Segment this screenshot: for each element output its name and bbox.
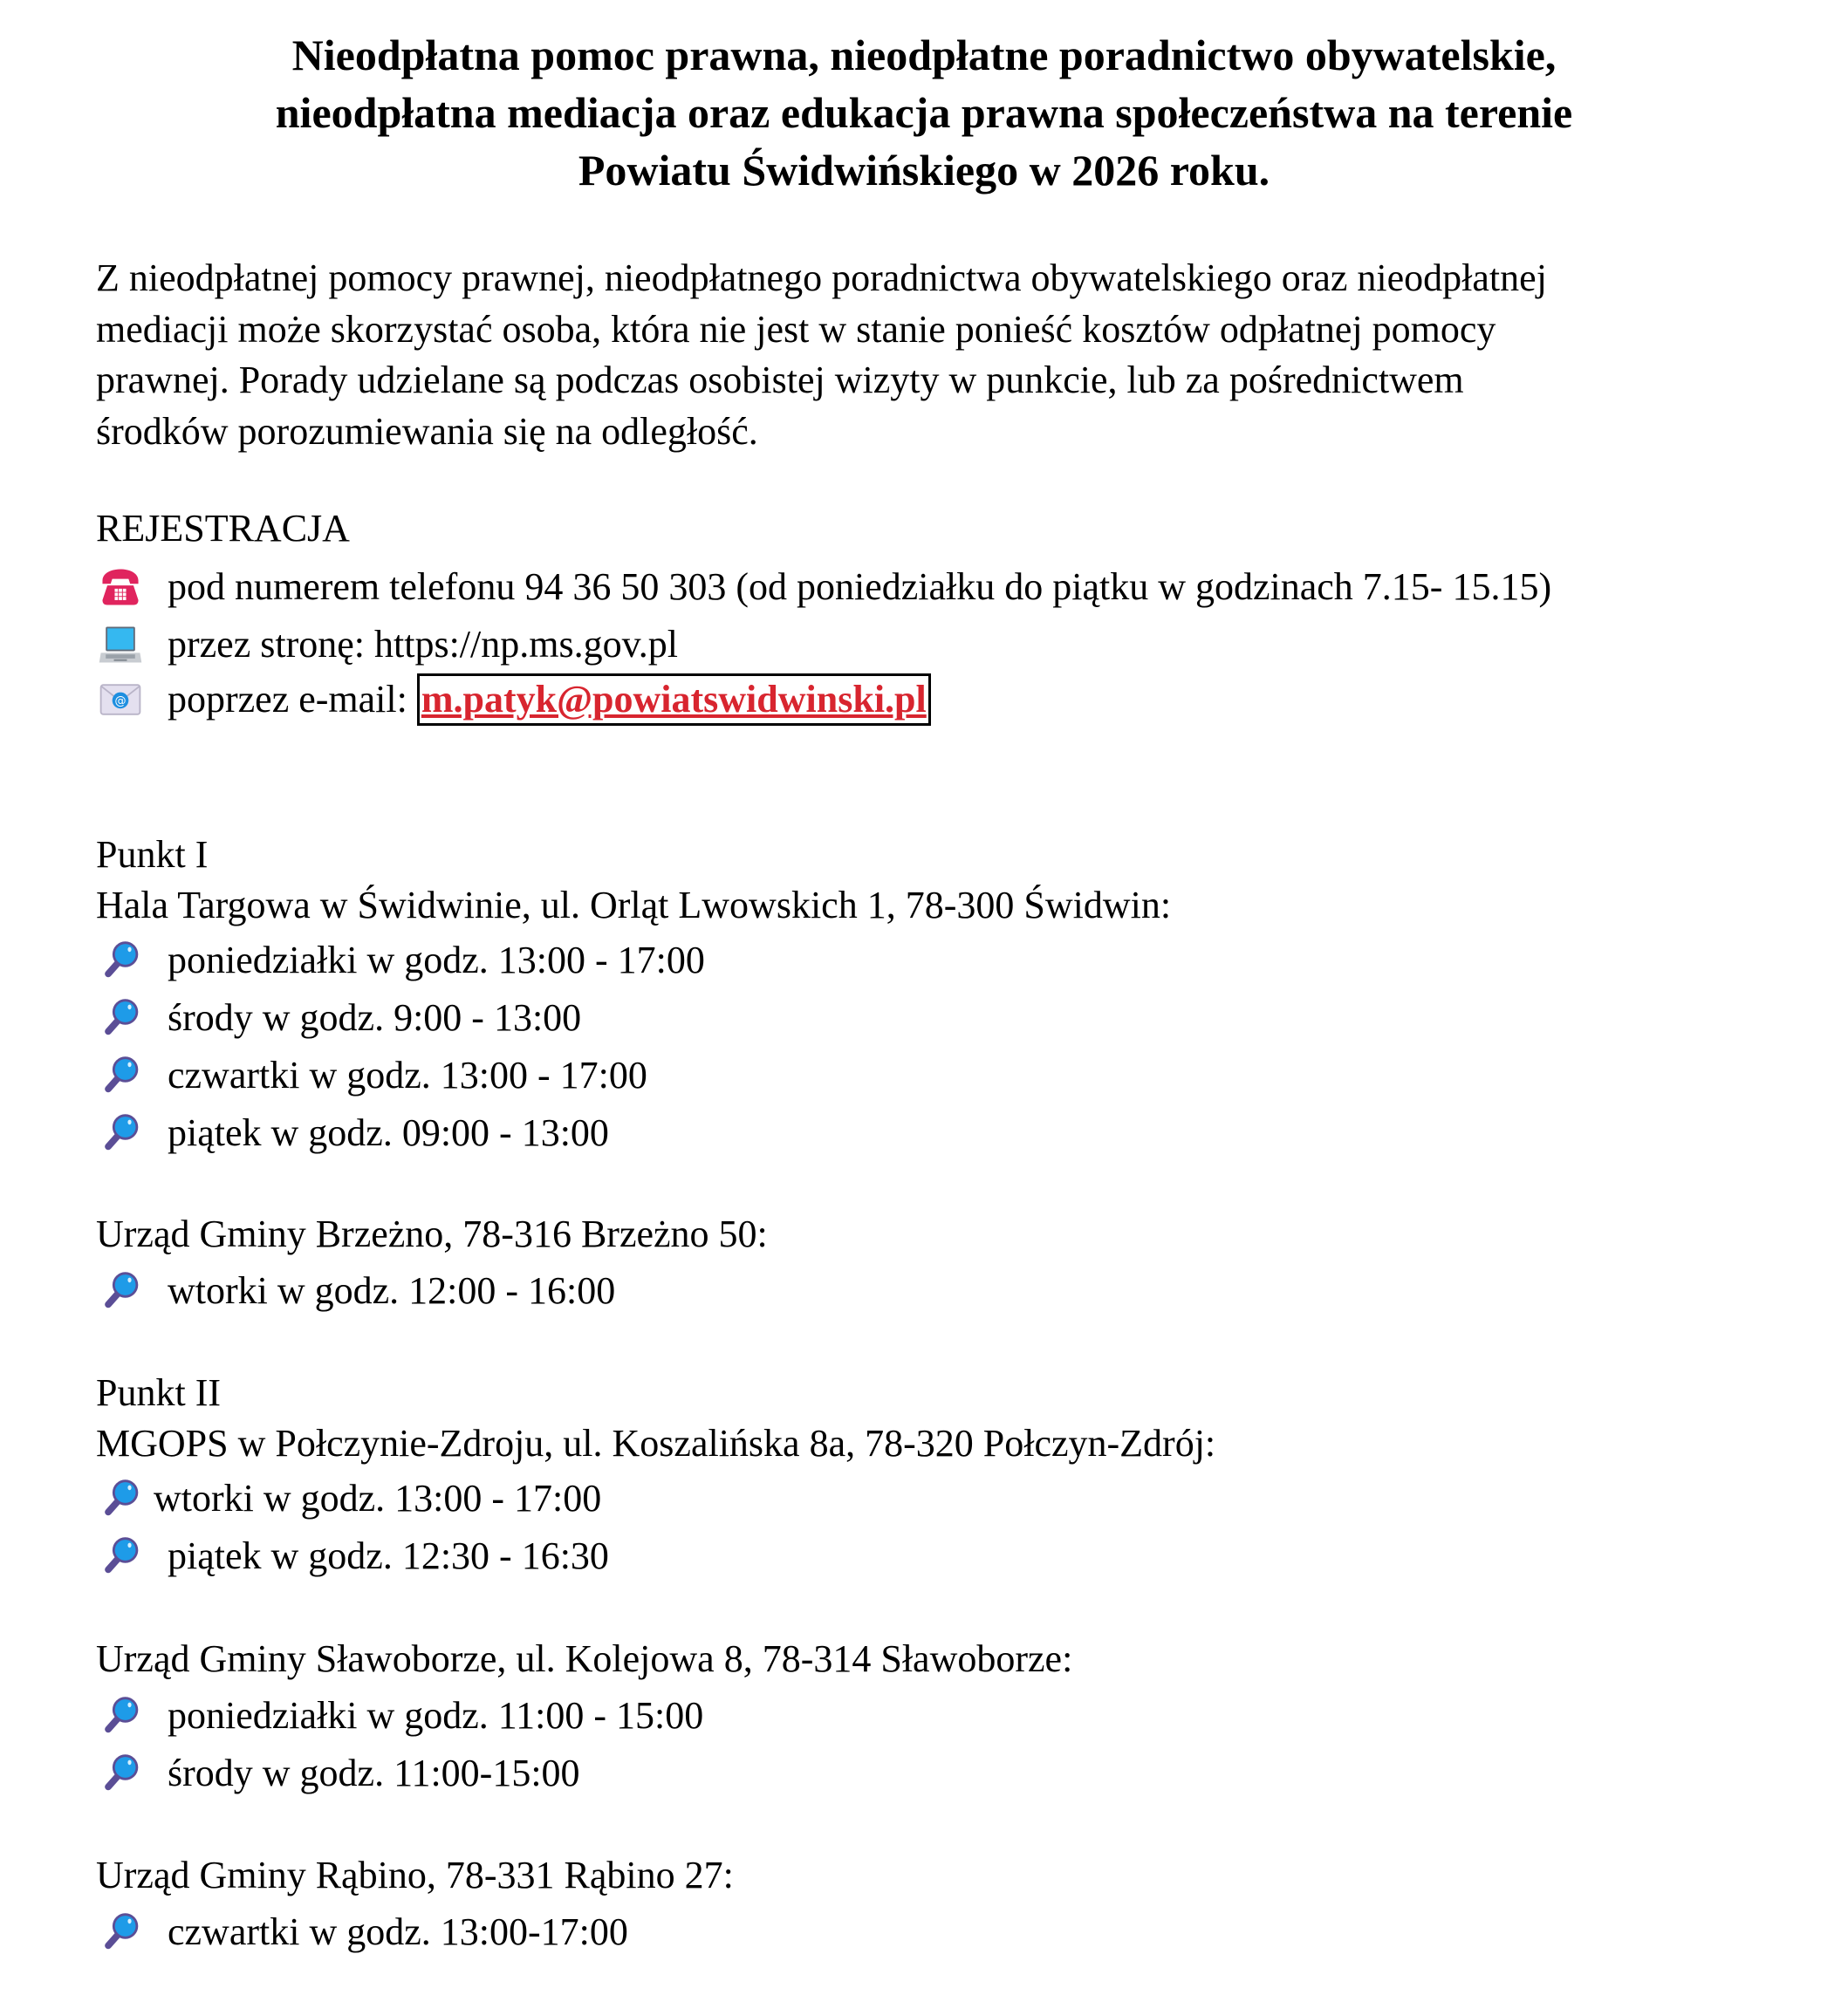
page-title [0,26,1848,199]
hours-item [96,1690,703,1742]
website-text[interactable]: przez stronę: https://np.ms.gov.pl [168,623,678,666]
intro-line: Z nieodpłatnej pomocy prawnej, nieodpłatnego poradnictwa obywatelskiego oraz nieodpłatnej [96,256,1547,299]
hours-text: wtorki w godz. 13:00 - 17:00 [154,1477,602,1520]
hours-text: czwartki w godz. 13:00-17:00 [168,1910,628,1953]
registration-website [96,618,678,671]
punkt-1-heading [96,829,208,881]
location-address-text: Urząd Gminy Brzeżno, 78-316 Brzeżno 50: [96,1213,768,1255]
magnifying-glass-icon [96,936,145,985]
registration-heading-text: REJESTRACJA [96,507,350,550]
intro-line: mediacji może skorzystać osoba, która nie jest w stanie ponieść kosztów odpłatnej pomocy [96,307,1496,351]
title-line: nieodpłatna mediacja oraz edukacja prawna społeczeństwa na terenie [275,88,1573,137]
location-address-text: Urząd Gminy Sławoborze, ul. Kolejowa 8, 78-314 Sławoborze: [96,1637,1073,1680]
hours-text: czwartki w godz. 13:00 - 17:00 [168,1054,647,1097]
hours-text: poniedziałki w godz. 13:00 - 17:00 [168,939,705,981]
hours-item [96,1472,601,1525]
magnifying-glass-icon [96,1474,145,1523]
magnifying-glass-icon [96,1267,145,1315]
registration-heading [96,502,350,555]
hours-item [96,1530,609,1582]
magnifying-glass-icon [96,1532,145,1581]
email-link[interactable]: m.patyk@powiatswidwinski.pl [417,673,931,726]
registration-phone [96,561,1551,613]
hours-item [96,934,705,987]
title-line: Powiatu Świdwińskiego w 2026 roku. [578,146,1270,195]
location-address-text: Hala Targowa w Świdwinie, ul. Orląt Lwowskich 1, 78-300 Świdwin: [96,884,1172,926]
registration-email [96,673,931,726]
title-line: Nieodpłatna pomoc prawna, nieodpłatne poradnictwo obywatelskie, [291,31,1557,79]
magnifying-glass-icon [96,1051,145,1100]
hours-text: środy w godz. 11:00-15:00 [168,1752,580,1794]
email-label: poprzez e-mail: [168,678,417,721]
telephone-icon [96,563,145,611]
hours-text: wtorki w godz. 12:00 - 16:00 [168,1269,616,1312]
magnifying-glass-icon [96,1749,145,1798]
punkt-2-heading-text: Punkt II [96,1371,221,1414]
location-address-text: MGOPS w Połczynie-Zdroju, ul. Koszalińska 8a, 78-320 Połczyn-Zdrój: [96,1422,1216,1465]
location-address-text: Urząd Gminy Rąbino, 78-331 Rąbino 27: [96,1854,734,1896]
hours-text: środy w godz. 9:00 - 13:00 [168,996,582,1039]
laptop-icon [96,620,145,669]
intro-line: środków porozumiewania się na odległość. [96,409,758,453]
location-address [96,1208,768,1261]
hours-item [96,992,581,1044]
hours-text: poniedziałki w godz. 11:00 - 15:00 [168,1694,704,1737]
email-icon [96,675,145,724]
magnifying-glass-icon [96,1691,145,1740]
phone-text: pod numerem telefonu 94 36 50 303 (od poniedziałku do piątku w godzinach 7.15- 15.15) [168,565,1552,608]
punkt-2-heading [96,1367,221,1419]
hours-item [96,1747,580,1800]
magnifying-glass-icon [96,1109,145,1158]
intro-line: prawnej. Porady udzielane są podczas osobistej wizyty w punkcie, lub za pośrednictwem [96,359,1464,401]
location-address [96,1418,1215,1470]
hours-item [96,1906,628,1958]
magnifying-glass-icon [96,994,145,1042]
hours-item [96,1107,609,1159]
location-address [96,879,1171,932]
punkt-1-heading-text: Punkt I [96,833,209,876]
location-address [96,1849,734,1902]
hours-text: piątek w godz. 12:30 - 16:30 [168,1534,609,1577]
magnifying-glass-icon [96,1908,145,1957]
hours-text: piątek w godz. 09:00 - 13:00 [168,1111,609,1154]
svg-text:@: @ [114,694,127,708]
location-address [96,1633,1072,1685]
hours-item [96,1049,647,1102]
intro-paragraph [96,253,1806,457]
hours-item [96,1265,615,1317]
